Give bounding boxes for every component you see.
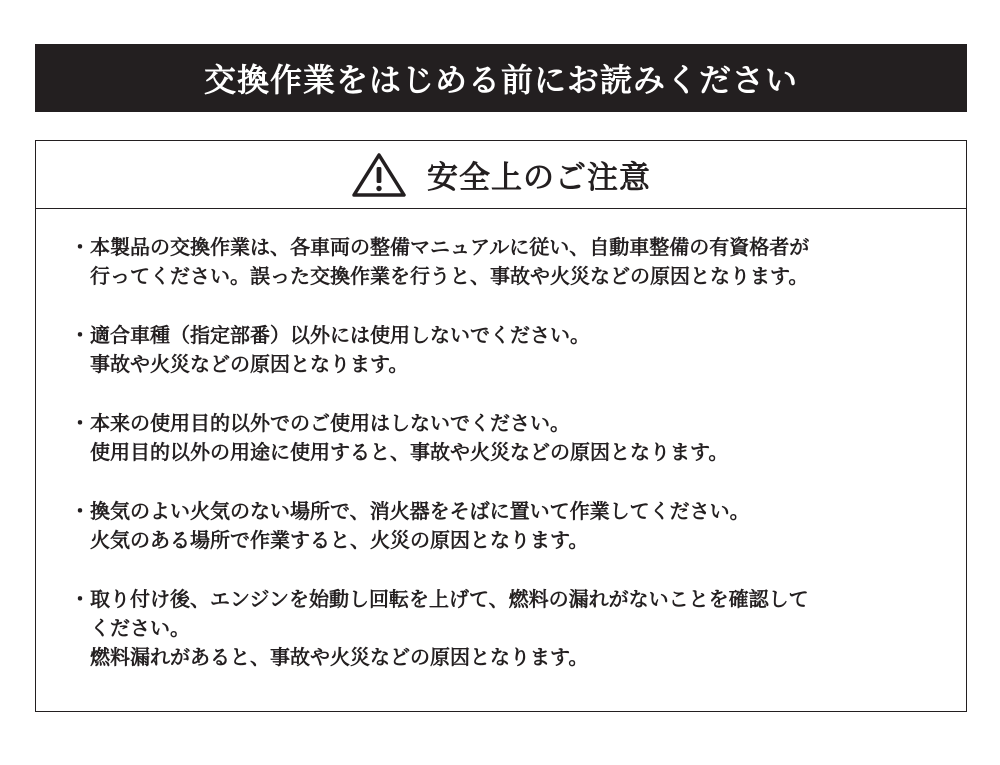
safety-item-3 bbox=[70, 409, 950, 467]
safety-item-line: 行ってください。誤った交換作業を行うと、事故や火災などの原因となります。 bbox=[90, 264, 809, 288]
safety-item-line: 換気のよい火気のない場所で、消火器をそばに置いて作業してください。 bbox=[90, 499, 750, 523]
safety-item-line: ください。 bbox=[90, 616, 190, 640]
safety-item-line: 火気のある場所で作業すると、火災の原因となります。 bbox=[90, 528, 589, 552]
safety-item-line: 使用目的以外の用途に使用すると、事故や火災などの原因となります。 bbox=[90, 440, 729, 464]
safety-item-line: 本来の使用目的以外でのご使用はしないでください。 bbox=[90, 411, 570, 435]
bullet-mark: ・ bbox=[70, 587, 90, 611]
safety-item-4 bbox=[70, 497, 950, 555]
safety-item-line: 取り付け後、エンジンを始動し回転を上げて、燃料の漏れがないことを確認して bbox=[90, 587, 809, 611]
safety-item-5 bbox=[70, 585, 950, 672]
bullet-mark: ・ bbox=[70, 235, 90, 259]
safety-notice-box bbox=[35, 140, 967, 712]
warning-triangle-icon bbox=[351, 152, 407, 198]
safety-item-1 bbox=[70, 233, 950, 291]
safety-item-2 bbox=[70, 321, 950, 379]
safety-item-line: 燃料漏れがあると、事故や火災などの原因となります。 bbox=[90, 645, 589, 669]
page-title: 交換作業をはじめる前にお読みください bbox=[203, 61, 798, 99]
safety-items-list bbox=[70, 233, 950, 672]
safety-notice-header bbox=[36, 141, 966, 209]
title-banner bbox=[35, 44, 967, 112]
bullet-mark: ・ bbox=[70, 323, 90, 347]
bullet-mark: ・ bbox=[70, 411, 90, 435]
safety-notice-heading: 安全上のご注意 bbox=[427, 160, 651, 196]
safety-item-line: 本製品の交換作業は、各車両の整備マニュアルに従い、自動車整備の有資格者が bbox=[90, 235, 810, 259]
bullet-mark: ・ bbox=[70, 499, 90, 523]
safety-item-line: 適合車種（指定部番）以外には使用しないでください。 bbox=[90, 323, 590, 347]
safety-item-line: 事故や火災などの原因となります。 bbox=[90, 352, 409, 376]
